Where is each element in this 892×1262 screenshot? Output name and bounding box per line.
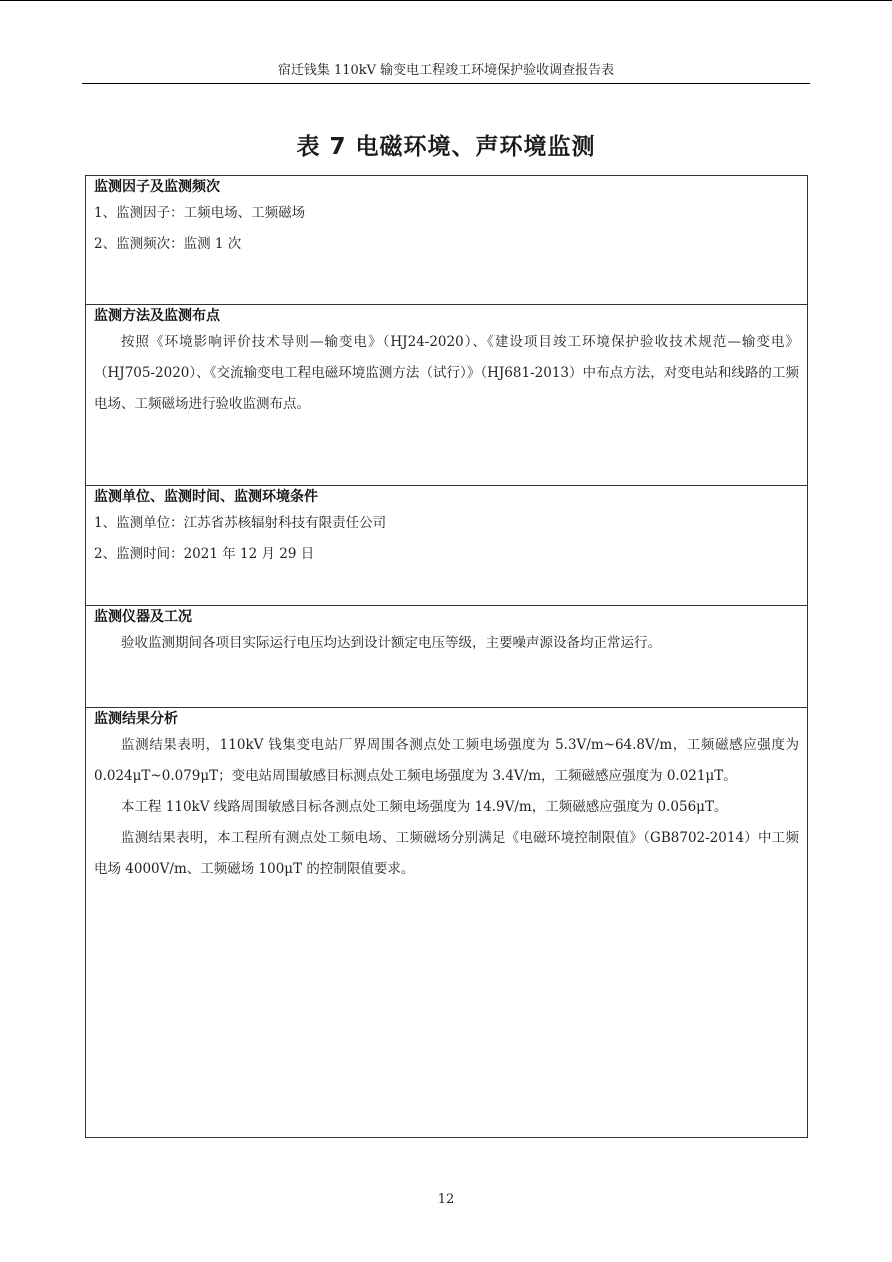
results-paragraph-conclusion: 监测结果表明，本工程所有测点处工频电场、工频磁场分别满足《电磁环境控制限值》（GB8702-2014）中工频电场 4000V/m、工频磁场 100μT 的控制限值要求。 — [94, 830, 799, 877]
monitoring-time-line: 2、监测时间：2021 年 12 月 29 日 — [94, 546, 315, 562]
section-heading: 监测因子及监测频次 — [94, 179, 220, 195]
page-number: 12 — [437, 1192, 455, 1207]
section-instruments-conditions — [86, 605, 807, 708]
conditions-paragraph: 验收监测期间各项目实际运行电压均达到设计额定电压等级，主要噪声源设备均正常运行。 — [121, 635, 661, 651]
monitoring-factor-line: 1、监测因子：工频电场、工频磁场 — [94, 205, 306, 221]
method-paragraph: 按照《环境影响评价技术导则—输变电》（HJ24-2020）、《建设项目竣工环境保护验收技术规范—输变电》（HJ705-2020）、《交流输变电工程电磁环境监测方法（试行）》（HJ681-2013）中布点方法，对变电站和线路的工频电场、工频磁场进行验收监测布点。 — [94, 334, 799, 412]
section-heading: 监测单位、监测时间、监测环境条件 — [94, 489, 318, 505]
results-paragraph-line: 本工程 110kV 线路周围敏感目标各测点处工频电场强度为 14.9V/m，工频磁感应强度为 0.056μT。 — [121, 799, 728, 815]
section-heading: 监测仪器及工况 — [94, 609, 192, 625]
monitoring-frequency-line: 2、监测频次：监测 1 次 — [94, 236, 242, 252]
section-heading: 监测方法及监测布点 — [94, 308, 220, 324]
section-results-analysis — [86, 707, 807, 1138]
monitoring-unit-line: 1、监测单位：江苏省苏核辐射科技有限责任公司 — [94, 515, 387, 531]
section-monitoring-method — [86, 304, 807, 486]
results-paragraph-substation: 监测结果表明，110kV 钱集变电站厂界周围各测点处工频电场强度为 5.3V/m~64.8V/m，工频磁感应强度为 0.024μT~0.079μT；变电站周围敏感目标测点处工频电场强度为 3.4V/m，工频磁感应强度为 0.021μT。 — [94, 737, 799, 784]
section-heading: 监测结果分析 — [94, 711, 178, 727]
section-monitoring-unit-time — [86, 485, 807, 606]
header-rule — [82, 83, 810, 84]
section-monitoring-factors — [86, 176, 807, 305]
table-title: 表 7 电磁环境、声环境监测 — [296, 134, 596, 160]
report-table — [85, 175, 808, 1138]
running-header: 宿迁钱集 110kV 输变电工程竣工环境保护验收调查报告表 — [277, 63, 615, 78]
page-top-rule — [0, 0, 892, 1]
